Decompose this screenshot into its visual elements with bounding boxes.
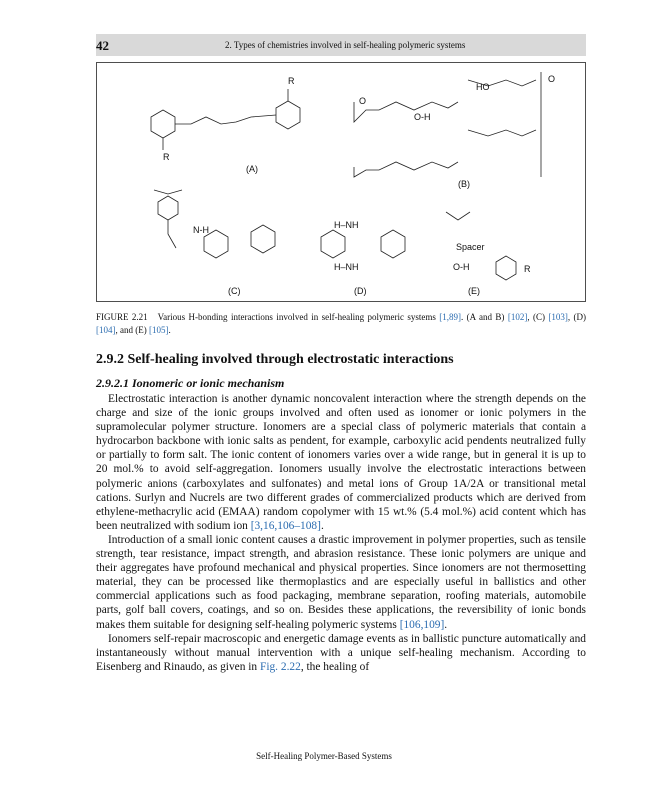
atom-r-label: R: [524, 264, 531, 274]
atom-hnh-label: H–NH: [334, 220, 359, 230]
panel-labels: [228, 164, 480, 296]
page-number: 42: [96, 38, 109, 53]
atom-ho-label: HO: [476, 82, 490, 92]
caption-label: FIGURE 2.21: [96, 312, 148, 322]
paragraph-end: .: [320, 519, 324, 532]
caption-text: Various H-bonding interactions involved in self-healing polymeric systems: [157, 312, 440, 322]
caption-separator: .: [168, 324, 171, 335]
section-title: 2.9.2 Self-healing involved through electrostatic interactions: [96, 352, 454, 367]
citation-link[interactable]: [3,16,106–108]: [250, 519, 321, 532]
structure-d: [321, 230, 405, 258]
atom-o-label: O: [359, 96, 367, 106]
paragraph-end: .: [444, 618, 448, 631]
figure-link[interactable]: Fig. 2.22: [259, 660, 301, 673]
subsection-title: 2.9.2.1 Ionomeric or ionic mechanism: [96, 376, 285, 390]
atom-oh-label: O-H: [453, 262, 470, 272]
atom-r-label: R: [163, 152, 170, 162]
caption-ref-link[interactable]: [1,89]: [439, 312, 462, 322]
structure-c: [154, 190, 275, 258]
panel-label-e: (E): [468, 286, 480, 296]
figure-2-21: [96, 62, 586, 302]
caption-ref-link[interactable]: [104]: [96, 324, 116, 335]
caption-ref-link[interactable]: [102]: [507, 312, 528, 322]
caption-separator: , (D): [567, 312, 586, 322]
paragraph-2: [96, 533, 586, 632]
page-footer: Self-Healing Polymer-Based Systems: [256, 751, 392, 761]
figure-caption: [96, 311, 586, 336]
paragraph-3: [96, 632, 586, 674]
atom-r-label: R: [288, 76, 295, 86]
caption-separator: , (C): [527, 312, 549, 322]
atom-o-label: O: [548, 74, 556, 84]
atom-hnh-label: H–NH: [334, 262, 359, 272]
paragraph-text: Ionomers self-repair macroscopic and energetic damage events as in ballistic puncture automatically and instantaneously without manual intervention with a unique self-healing mechanism. According to Eisenberg and Rinaudo, as given in: [96, 632, 586, 673]
caption-separator: . (A and B): [461, 312, 508, 322]
paragraph-text: Electrostatic interaction is another dynamic noncovalent interaction where the strength depends on the charge and size of the ionic groups involved and often used as ionomer or ionic polymers in the supramolecular polymer structure. Ionomers are a special class of polymeric materials that contain a hydrocarbon backbone with ionic salts as pendent, for example, carboxylic acid pendents neutralized fully or partially to form salt. The ionic content of ionomers varies over a wide range, but in general it is up to 20 mol.% to avoid self-aggregation. Ionomers usually involve the electrostatic interactions between polymeric anions (carboxylates and sulfonates) and metal ions of Group 1A/2A or transitional metal cations. Surlyn and Nucrels are two different grades of commercialized products which are derived from ethylene-methacrylic acid (EMAA) random copolymer with 15 wt.% (5.4 mol.%) acid content which has been neutralized with sodium ion: [96, 393, 586, 532]
caption-separator: , and (E): [115, 324, 149, 335]
panel-label-a: (A): [246, 164, 258, 174]
caption-ref-link[interactable]: [105]: [149, 324, 169, 335]
caption-ref-link[interactable]: [103]: [548, 312, 568, 322]
atom-nh-label: N-H: [193, 225, 209, 235]
running-header-title: 2. Types of chemistries involved in self-healing polymeric systems: [225, 40, 466, 50]
atom-oh-label: O-H: [414, 112, 431, 122]
paragraph-end: , the healing of: [300, 660, 370, 673]
citation-link[interactable]: [106,109]: [399, 618, 445, 631]
paragraph-1: [96, 392, 586, 533]
spacer-label: Spacer: [456, 242, 485, 252]
body-text: [96, 392, 586, 674]
structure-a: [151, 89, 300, 150]
structure-b: [354, 72, 541, 177]
panel-label-c: (C): [228, 286, 241, 296]
panel-label-d: (D): [354, 286, 367, 296]
paragraph-text: Introduction of a small ionic content causes a drastic improvement in polymer properties, such as tensile strength, tear resistance, impact strength, and abrasion resistance. These ionic polymers are unique and their aggregates have profound mechanical and physical properties. Since ionomers are not thermosetting material, they can be processed like thermoplastics and are especially useful in ballistics and other commercial applications such as food packaging, membrane separation, roofing materials, automobile parts, golf ball covers, coatings, and so on. Besides these applications, the reversibility of ionic bonds makes them suitable for designing self-healing polymeric systems: [96, 533, 586, 631]
panel-label-b: (B): [458, 179, 470, 189]
